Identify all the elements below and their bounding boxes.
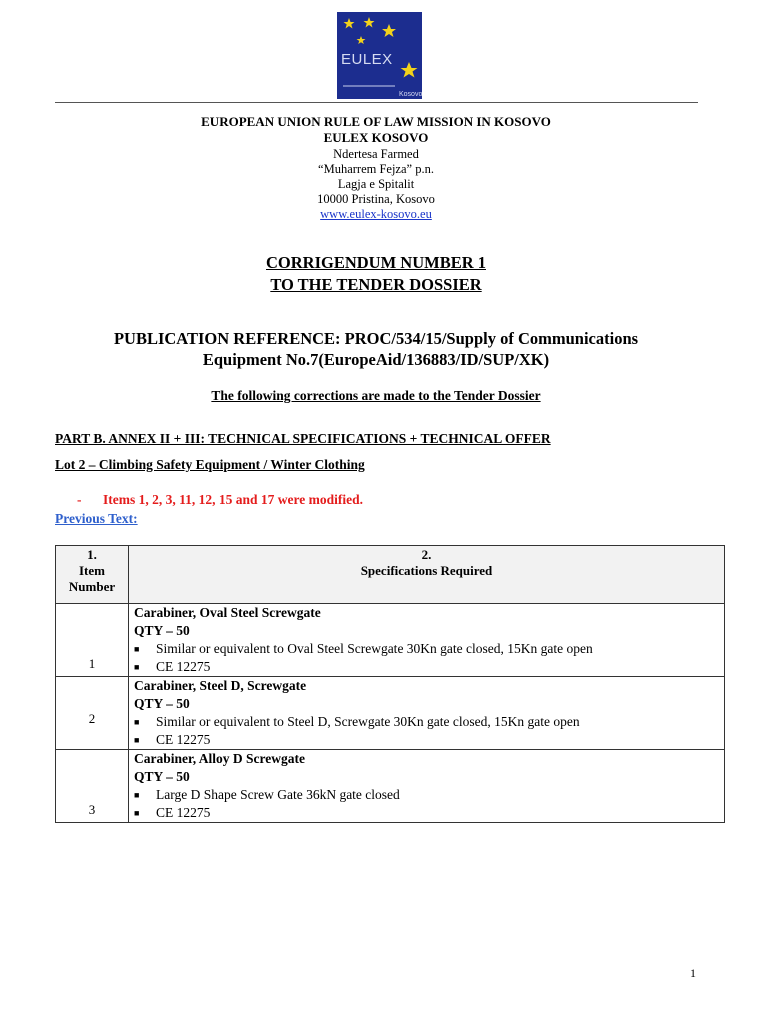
item-title: Carabiner, Oval Steel Screwgate [134, 605, 321, 620]
table-row [56, 750, 725, 823]
item-title: Carabiner, Alloy D Screwgate [134, 751, 305, 766]
square-bullet-icon: ■ [134, 790, 140, 800]
item-number-cell [56, 677, 129, 750]
logo-wordmark: EULEX [341, 51, 393, 68]
eulex-logo [337, 12, 422, 99]
square-bullet-icon: ■ [134, 735, 140, 745]
specification-cell [129, 677, 725, 750]
logo-subtext: Kosovo [399, 91, 422, 98]
header-label: Item [79, 563, 105, 578]
org-short-name: EULEX KOSOVO [323, 130, 429, 145]
square-bullet-icon: ■ [134, 808, 140, 818]
document-title: CORRIGENDUM NUMBER 1 [266, 253, 486, 272]
table-row [56, 677, 725, 750]
address-line: “Muharrem Fejza” p.n. [318, 162, 434, 176]
item-title: Carabiner, Steel D, Screwgate [134, 678, 307, 693]
org-name: EUROPEAN UNION RULE OF LAW MISSION IN KOSOVO [201, 114, 551, 129]
list-item [134, 804, 724, 822]
page-number: 1 [690, 966, 696, 980]
item-number-cell [56, 604, 129, 677]
dash-marker: - [77, 492, 82, 507]
table-header-row [56, 546, 725, 604]
bullet-text: CE 12275 [156, 805, 211, 820]
list-item [134, 731, 724, 749]
corrections-intro: The following corrections are made to the Tender Dossier [211, 388, 541, 403]
modified-note-text: Items 1, 2, 3, 11, 12, 15 and 17 were modified. [103, 492, 363, 507]
part-heading: PART B. ANNEX II + III: TECHNICAL SPECIFICATIONS + TECHNICAL OFFER [55, 431, 551, 446]
address-line: Ndertesa Farmed [333, 147, 419, 161]
publication-reference: PUBLICATION REFERENCE: PROC/534/15/Supply of Communications [113, 329, 639, 348]
list-item [134, 640, 724, 658]
bullet-text: CE 12275 [156, 732, 211, 747]
website-link[interactable]: www.eulex-kosovo.eu [320, 207, 432, 221]
item-number: 3 [88, 802, 96, 817]
bullet-text: Similar or equivalent to Oval Steel Screwgate 30Kn gate closed, 15Kn gate open [156, 641, 593, 656]
header-label: Number [68, 579, 116, 594]
item-quantity: QTY – 50 [134, 769, 190, 784]
publication-reference-cont: Equipment No.7(EuropeAid/136883/ID/SUP/XK) [202, 350, 550, 369]
square-bullet-icon: ■ [134, 717, 140, 727]
specifications-header [129, 546, 725, 604]
bullet-text: CE 12275 [156, 659, 211, 674]
item-quantity: QTY – 50 [134, 696, 190, 711]
header-index: 2. [421, 547, 432, 562]
item-number-cell [56, 750, 129, 823]
previous-text-label: Previous Text: [55, 511, 138, 526]
item-number: 2 [88, 711, 96, 726]
square-bullet-icon: ■ [134, 662, 140, 672]
specification-cell [129, 604, 725, 677]
list-item [134, 658, 724, 676]
list-item [134, 786, 724, 804]
item-quantity: QTY – 50 [134, 623, 190, 638]
table-row [56, 604, 725, 677]
document-subtitle: TO THE TENDER DOSSIER [270, 275, 482, 294]
specification-cell [129, 750, 725, 823]
bullet-text: Large D Shape Screw Gate 36kN gate closed [156, 787, 400, 802]
modified-note [77, 492, 363, 508]
square-bullet-icon: ■ [134, 644, 140, 654]
list-item [134, 713, 724, 731]
lot-heading: Lot 2 – Climbing Safety Equipment / Winter Clothing [55, 457, 365, 472]
header-divider [55, 102, 698, 103]
address-line: Lagja e Spitalit [337, 177, 415, 191]
bullet-text: Similar or equivalent to Steel D, Screwgate 30Kn gate closed, 15Kn gate open [156, 714, 580, 729]
header-index: 1. [87, 547, 97, 562]
address-line: 10000 Pristina, Kosovo [317, 192, 435, 206]
eulex-logo-graphic [337, 12, 422, 99]
item-number-header [56, 546, 129, 604]
specifications-table [55, 545, 725, 823]
header-label: Specifications Required [360, 563, 493, 578]
item-number: 1 [88, 656, 96, 671]
